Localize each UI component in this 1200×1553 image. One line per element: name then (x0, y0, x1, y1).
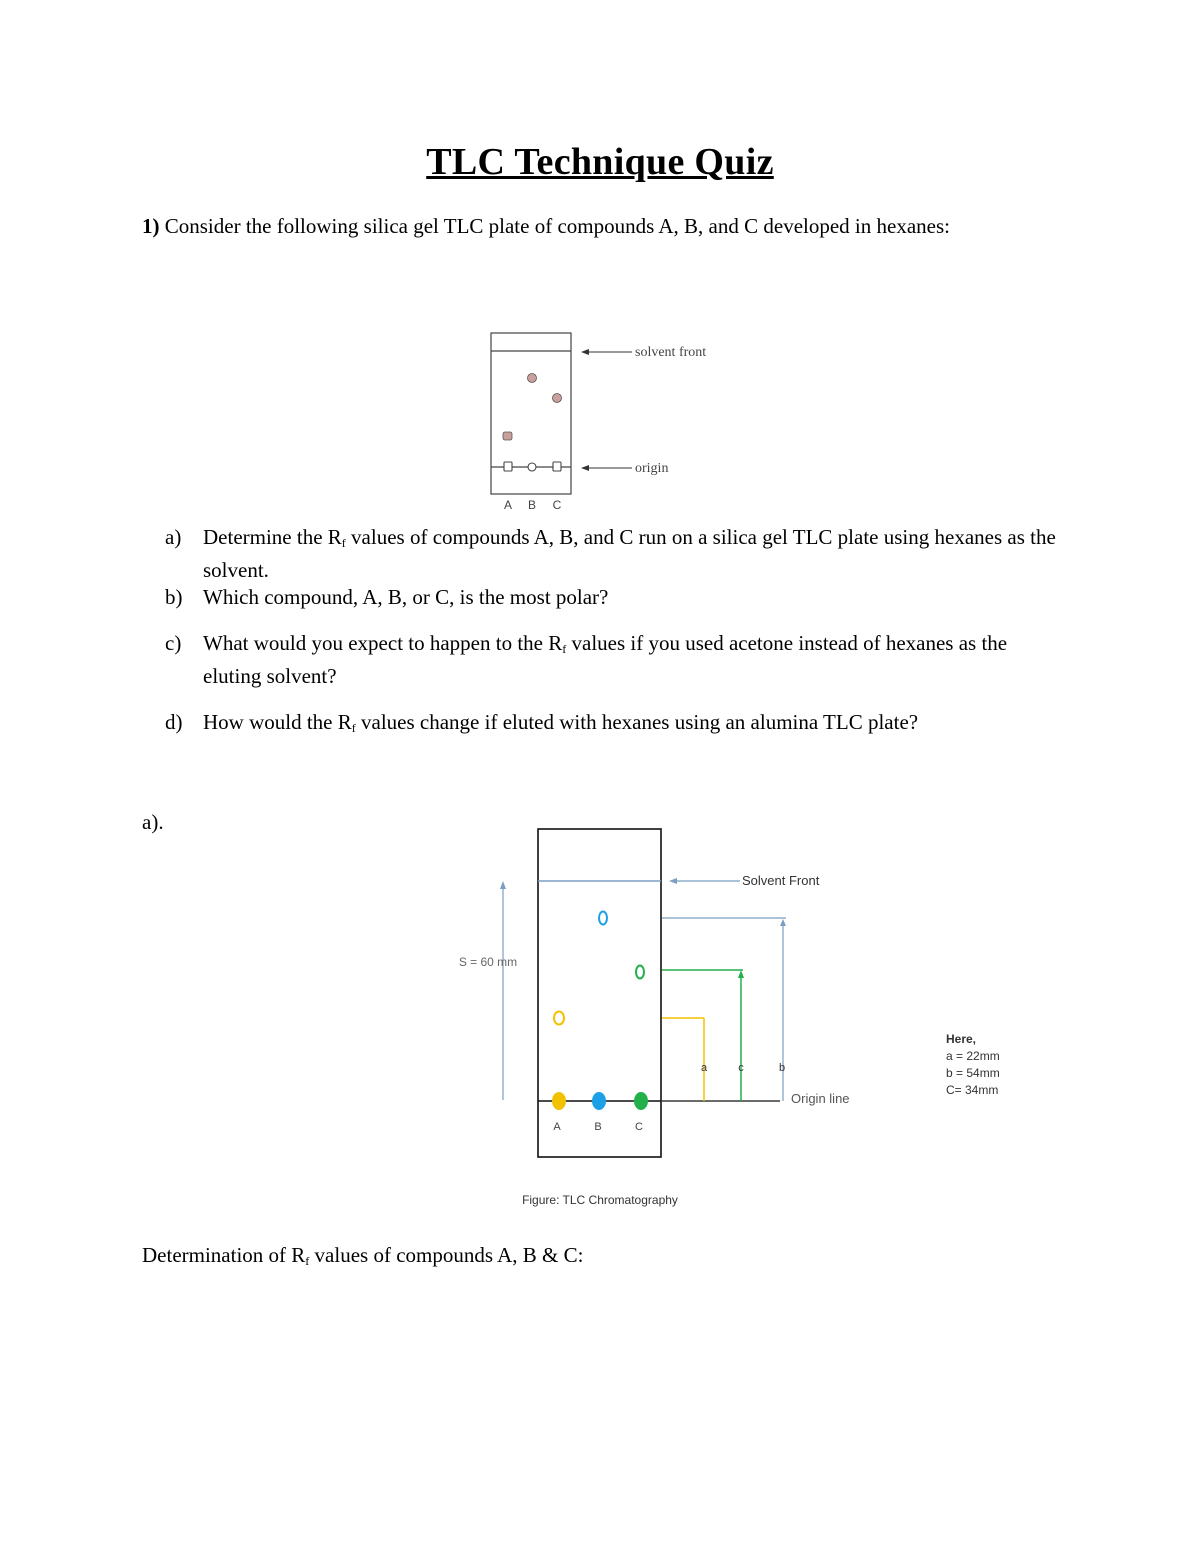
answer-a-label: a). (142, 810, 164, 834)
here-line-b: b = 54mm (946, 1066, 1000, 1080)
question-text: Consider the following silica gel TLC plate of compounds A, B, and C developed in hexanes: (164, 214, 950, 238)
origin-label: origin (635, 461, 669, 476)
subquestion-c: c) What would you expect to happen to the $R_f$ values if you used acetone instead of hexanes as the eluting solvent? (165, 631, 1008, 688)
spot-c (636, 966, 644, 979)
origin-spot-a (552, 1092, 566, 1110)
spot-a (503, 432, 512, 440)
solvent-front-label: Solvent Front (742, 873, 820, 888)
here-line-c: C= 34mm (946, 1083, 999, 1097)
subquestion-list (165, 524, 1065, 742)
tlc-chromatography-figure (400, 815, 1020, 1215)
distance-label-c: c (738, 1062, 744, 1074)
distance-label-b: b (778, 1062, 786, 1074)
subquestion-b: b) Which compound, A, B, or C, is the most polar? (165, 585, 609, 609)
origin-spot-c (553, 462, 561, 471)
spot-b (599, 912, 607, 925)
subquestion-a: a) Determine the $R_f$ values of compounds A, B, and C run on a silica gel TLC plate using hexanes as the solvent. (165, 525, 1056, 582)
distance-label-a: a (700, 1062, 708, 1074)
origin-spot-a (504, 462, 512, 471)
origin-label: Origin line (791, 1091, 850, 1106)
tlc-plate-figure (440, 320, 740, 520)
lane-label-c: C (552, 498, 562, 512)
determination-heading: Determination of $R_f$ values of compounds A, B & C: (142, 1243, 584, 1268)
lane-label-a: A (503, 498, 513, 512)
here-title: Here, (946, 1032, 977, 1046)
spot-b (528, 374, 537, 383)
origin-spot-b (528, 463, 536, 471)
page-title: TLC Technique Quiz (426, 141, 774, 183)
s-label: S = 60 mm (458, 955, 518, 969)
lane-label-c: C (635, 1121, 643, 1133)
origin-spot-c (634, 1092, 648, 1110)
figure-caption: Figure: TLC Chromatography (522, 1193, 678, 1207)
lane-label-a: A (553, 1121, 561, 1133)
spot-a (554, 1012, 564, 1025)
spot-c (553, 394, 562, 403)
lane-label-b: B (594, 1121, 602, 1133)
here-line-a: a = 22mm (946, 1049, 1000, 1063)
question-number: 1) (142, 214, 160, 238)
lane-label-b: B (527, 498, 537, 512)
origin-spot-b (592, 1092, 606, 1110)
solvent-front-label: solvent front (635, 345, 707, 360)
subquestion-d: d) How would the $R_f$ values change if eluted with hexanes using an alumina TLC plate? (165, 710, 919, 735)
question-1 (142, 214, 950, 239)
